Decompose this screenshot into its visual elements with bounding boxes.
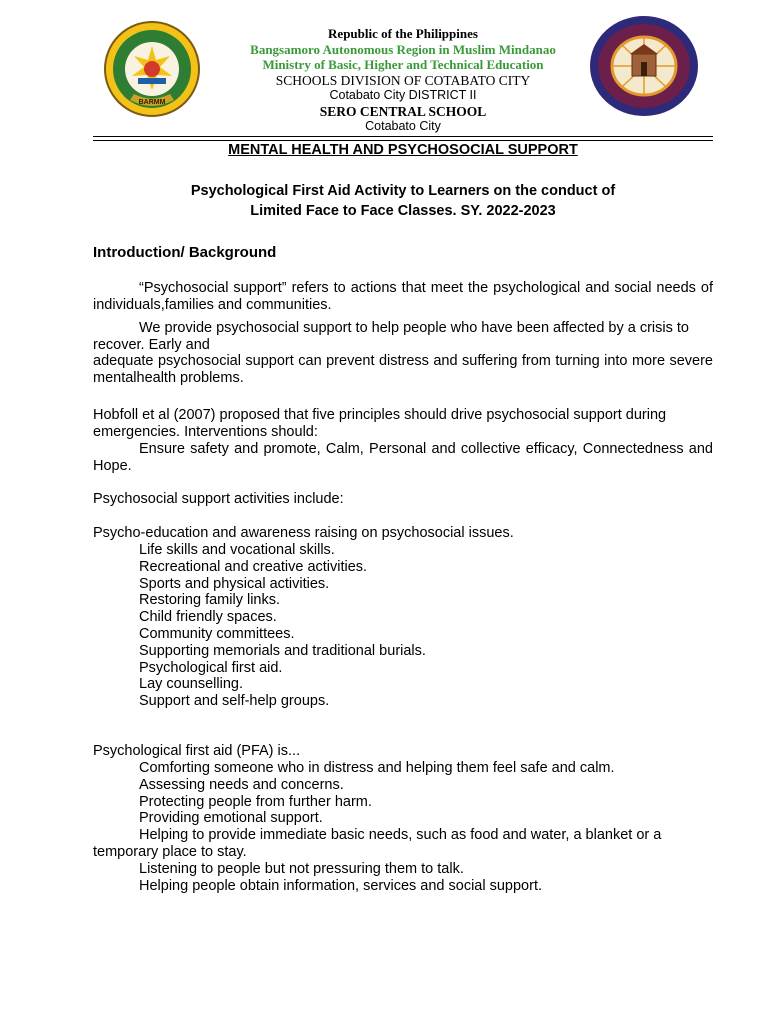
list-item: Restoring family links. — [139, 592, 281, 609]
list-item: Support and self-help groups. — [139, 693, 330, 710]
document-title: MENTAL HEALTH AND PSYCHOSOCIAL SUPPORT — [228, 142, 578, 158]
paragraph-support-purpose: We provide psychosocial support to help people who have been affected by a crisis to recover. Early and — [93, 320, 689, 353]
document-subtitle — [93, 181, 713, 221]
paragraph-psychosocial-definition: “Psychosocial support” refers to actions that meet the psychological and social needs of individuals,families and communities. — [93, 280, 713, 313]
region-line: Bangsamoro Autonomous Region in Muslim Mindanao — [250, 41, 556, 57]
pfa-list — [139, 760, 615, 827]
section-heading: Introduction/ Background — [93, 244, 277, 261]
paragraph-hobfoll: Hobfoll et al (2007) proposed that five principles should drive psychosocial support during emergencies. Interventions should: — [93, 407, 667, 440]
ministry-line: Ministry of Basic, Higher and Technical Education — [262, 57, 544, 72]
list-item: Child friendly spaces. — [139, 609, 277, 626]
list-item: Sports and physical activities. — [139, 575, 330, 592]
list-item: Psychological first aid. — [139, 659, 283, 676]
republic-line: Republic of the Philippines — [328, 26, 478, 41]
list-item: Comforting someone who in distress and helping them feel safe and calm. — [139, 760, 615, 776]
list-item: Recreational and creative activities. — [139, 558, 368, 575]
list-item: Supporting memorials and traditional burials. — [139, 642, 426, 659]
city-line: Cotabato City — [365, 119, 441, 133]
header-rule-thick — [93, 136, 713, 137]
list-item: Listening to people but not pressuring them to talk. — [139, 861, 464, 877]
list-item: Lay counselling. — [139, 676, 243, 693]
list-item: Community committees. — [139, 625, 295, 642]
sero-central-school-seal-logo — [588, 14, 700, 118]
paragraph-principles: Ensure safety and promote, Calm, Personal and collective efficacy, Connectedness and Hope. — [93, 441, 713, 474]
list-item: Protecting people from further harm. — [139, 793, 372, 810]
activity-item-first: Psycho-education and awareness raising on psychosocial issues. — [93, 525, 514, 541]
school-name: SERO CENTRAL SCHOOL — [319, 103, 487, 119]
svg-text:BARMM: BARMM — [138, 99, 166, 106]
list-item: Life skills and vocational skills. — [139, 542, 335, 558]
pfa-intro: Psychological first aid (PFA) is... — [93, 743, 301, 759]
list-item: Providing emotional support. — [139, 810, 323, 827]
activities-list — [139, 542, 426, 710]
division-line: SCHOOLS DIVISION OF COTABATO CITY — [275, 72, 531, 88]
list-item: Assessing needs and concerns. — [139, 776, 344, 793]
paragraph-early-support: adequate psychosocial support can prevent distress and suffering from turning into more severe mentalhealth problems. — [93, 353, 713, 386]
letterhead — [210, 26, 596, 135]
activities-intro: Psychosocial support activities include: — [93, 491, 344, 507]
pfa-list-end — [139, 861, 542, 895]
subtitle-line-1: Psychological First Aid Activity to Learners on the conduct of — [190, 183, 616, 199]
pfa-item-basic-needs: Helping to provide immediate basic needs, such as food and water, a blanket or a temporary place to stay. — [93, 827, 662, 860]
list-item: Helping people obtain information, services and social support. — [139, 877, 543, 894]
district-line: Cotabato City DISTRICT II — [329, 88, 477, 102]
subtitle-line-2: Limited Face to Face Classes. SY. 2022-2023 — [250, 203, 556, 219]
barmm-ministry-seal-logo — [100, 20, 204, 118]
